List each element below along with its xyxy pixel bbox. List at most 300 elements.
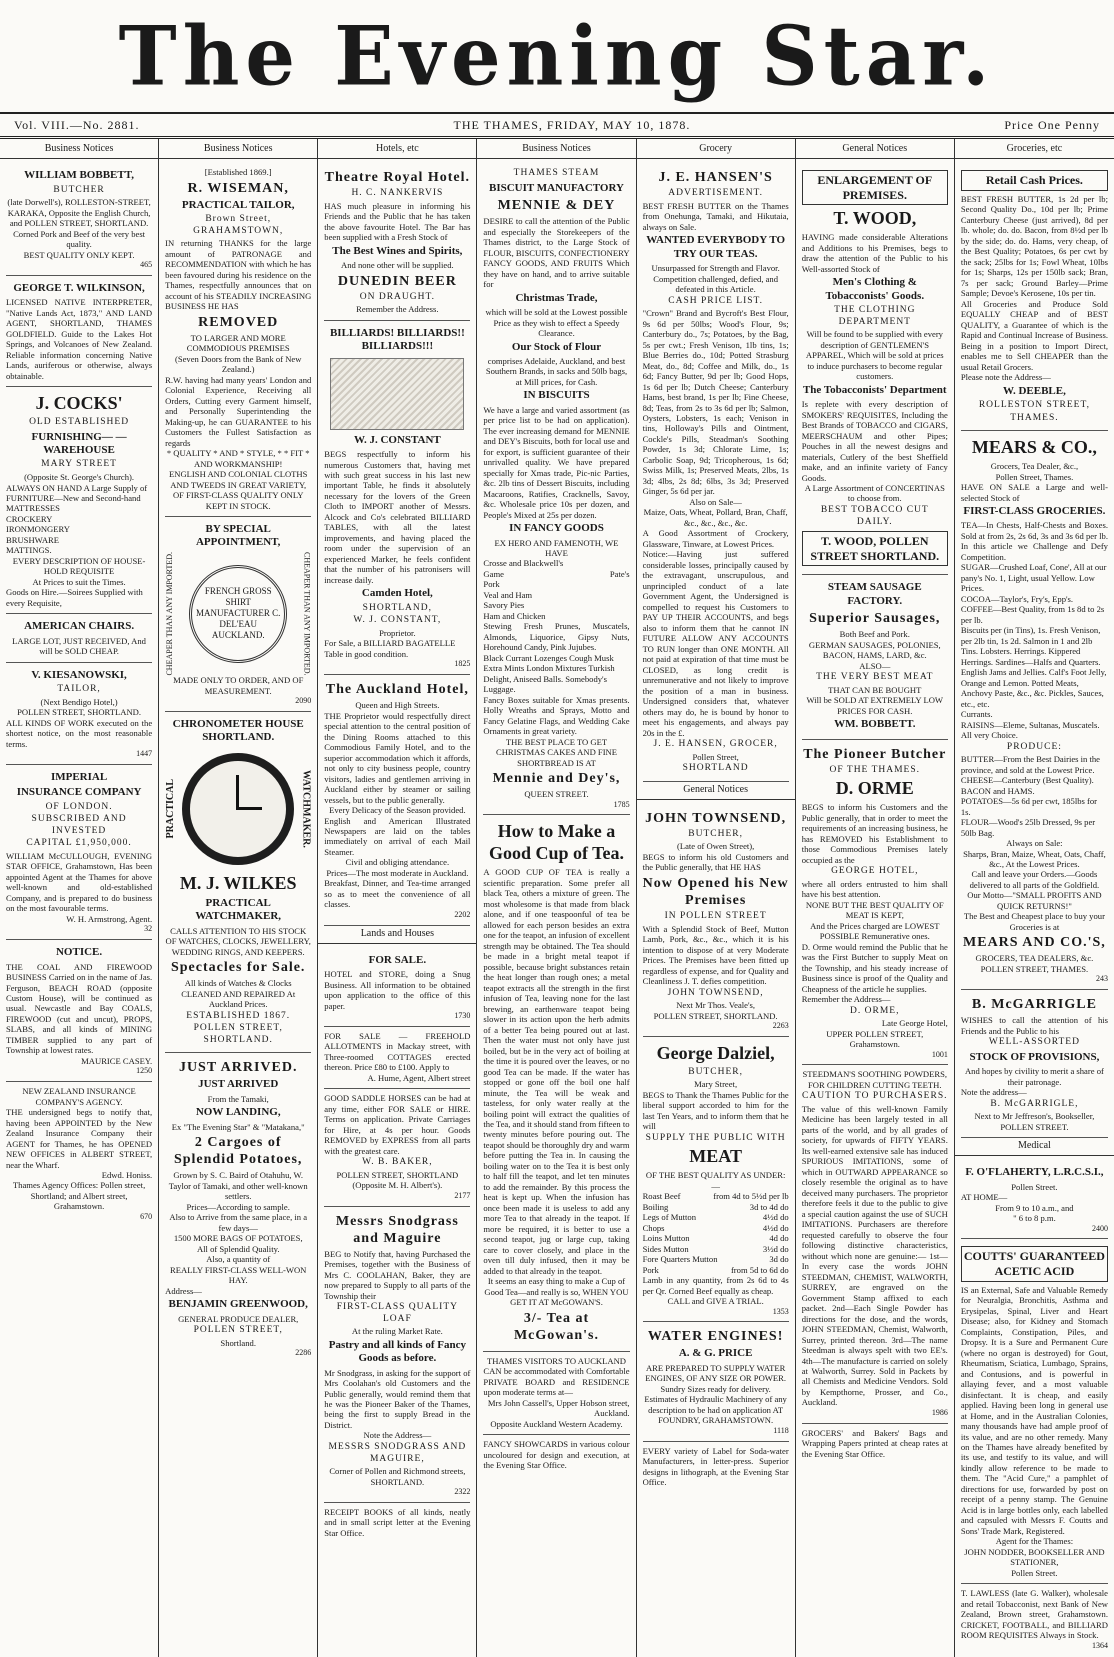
item-label: Veal and Ham xyxy=(483,589,533,600)
ad-sub: OLD ESTABLISHED xyxy=(29,417,130,428)
ad-line: 1500 MORE BAGS OF POTATOES, xyxy=(173,1233,303,1244)
ad-line: Prices—The most moderate in Auckland. xyxy=(326,867,469,878)
ad-showcards xyxy=(483,1435,629,1475)
ad-deleau xyxy=(165,517,311,712)
ad-crockery: A Good Assortment of Crockery, Glassware, Tinware, at Lowest Prices. xyxy=(642,528,789,549)
ad-address: POLLEN STREET, SHORTLAND. xyxy=(17,707,142,718)
ad-theatre-royal xyxy=(324,163,470,321)
ad-call: CALL and GIVE A TRIAL. xyxy=(667,1296,764,1307)
ad-next: Next Mr Thos. Veale's, xyxy=(676,1000,756,1011)
ad-coutts xyxy=(961,1239,1108,1584)
list-item: BRUSHWARE xyxy=(6,534,60,545)
ad-number: 1364 xyxy=(1091,1640,1108,1650)
ad-prices: "Crown" Brand and Bycroft's Best Flour, 9s 6d per 50lbs; Wood's Flour, 9s; Canterbury do., 7s; Potatoes, by the Bag, 5s per cwt.; Fresh Venison, 1lb tins, 1s; Blue Berries do., 10d; Potted Strasburg Meat, do., 8d; Coffee and Milk, do., 1s 6d; Fancy Butter, 9d per lb; Good Hops, 1s 6d per lb; Dutch Cheese; Canterbury Hams, best brand, 1s per lb; Fine Cheese, 8d; Teas, from 2s to 3s 6d per lb; Salmon, Oysters, Lobsters, 1s each; Venison in tins, Holloway's Pills and Ointment, Cockle's Pills, Steadman's Soothing Powder, 1s 3d; Chlorate Lime, 1s; Carbolic Soap, 9d; Tricopherous, 1s 6d; Swiss Milk, 1s; Preserved Meats, 2lbs, 1s 3d; 4lbs, 2s 8d; 6lbs, 3s 3d; Preserved Ginger, 5s 6d per jar. xyxy=(642,308,789,497)
ad-removed: REMOVED xyxy=(198,314,279,330)
ad-meat: THE VERY BEST MEAT xyxy=(816,672,934,683)
ad-body: THE COAL AND FIREWOOD BUSINESS Carried on in the name of Jas. Ferguson, BEACH ROAD (opposite Custom House), will be continued as usual. Newcastle and Bay COALS, FIREWOOD (cut and uncut), PROPS, SLABS, and all kinds of MINING TIMBER supplied to any part of Township at lowest rates. xyxy=(6,961,153,1056)
item-label: Roast Beef xyxy=(642,1191,681,1202)
clock-icon xyxy=(182,753,294,865)
ad-signature: MAURICE CASEY. xyxy=(81,1055,153,1066)
ad-number: 670 xyxy=(140,1211,153,1221)
item-label: Sides Mutton xyxy=(642,1243,689,1254)
column-7 xyxy=(955,139,1114,1657)
ad-flour-body: comprises Adelaide, Auckland, and best Southern Brands, in sacks and 50lb bags, at Mill prices, for Cash. xyxy=(485,355,628,387)
ad-body: THE Proprietor would respectfully direct special attention to the central position of the Dining Rooms attached to this Commodious Family Hotel, and to the superior accommodation which it affords, not only to city business people, country visitors, ladies and gentlemen arriving in Auckland either by steamer or sailing vessels, but to the public generally. xyxy=(324,710,471,805)
ad-cheese: CHEESE—Canterbury (Best Quality). BACON and HAMS. xyxy=(960,775,1094,796)
ad-townsend xyxy=(643,804,789,1037)
list-item xyxy=(643,1233,789,1243)
item-label: Legs of Mutton xyxy=(642,1212,697,1223)
ad-cocoa: COCOA—Taylor's, Fry's, Epp's. xyxy=(960,593,1074,604)
ad-auckland-hotel xyxy=(324,675,470,926)
ad-body: BEG to Notify that, having Purchased the Premises, together with the Business of Mrs C. COOLAHAN, Baker, they are now prepared to Supply to all parts of the Township their xyxy=(324,1248,471,1301)
ad-body: A GOOD CUP OF TEA is really a scientific preparation. Some prefer all black Tea, others a mixture of green. The most wholesome is that made from black alone, and if one teaspoonful of tea be allowed for each person besides an extra one for the teapot, an infusion of excellent strength may be obtained. The Tea should be made in a bright metal teapot if possible, because bright substances retain the heat longer than rough ones; a metal teapot extracts all the strength in the first infusion of Tea, leaving none for the last brewing, an earthenware teapot being slower in its action upon the herb admits of a better Tea being poured out at last. Then the water must not only have just boiled, but be in the very act of boiling at the time it is poured over the leaves, or no good Tea can be made. If the water has stopped or gone off the boil one half minute, the Tea will be weak and tasteless, for only water really at the boiling point will extract the qualities of the Tea, and it should stand from fifteen to twenty minutes before pouring out. The teapot should be thoroughly dry and warm before putting the Tea in. In causing the boiling water on to the Tea it is best only to half fill the teapot, and let ten minutes to add the remainder. By this process the heat is kept up. When the infusion has once been made it is useless to add any more Tea to that already in the teapot. If more be required, it is better to use a second teapot, jug or large cup, taking care to cover closely, and place in the oven till duly infused, then it may be added to that already in the teapot. xyxy=(483,867,630,1276)
place-date: THE THAMES, FRIDAY, MAY 10, 1878. xyxy=(453,117,691,132)
ad-number: 2322 xyxy=(454,1487,471,1497)
ad-stock: STOCK OF PROVISIONS, xyxy=(969,1050,1100,1063)
ad-line: SUBSCRIBED AND INVESTED xyxy=(31,814,127,836)
ad-body: DESIRE to call the attention of the Public and especially the Storekeepers of the Thames district, to the Large Stock of FLOUR, BISCUITS, CONFECTIONERY FANCY GOODS, AND FRUITS Which they have on hand, and to arrive suitable for xyxy=(483,216,630,290)
column-3 xyxy=(318,139,477,1657)
column-1 xyxy=(0,139,159,1657)
item-value: 3d do xyxy=(769,1254,789,1265)
ad-name: J. COCKS' xyxy=(35,393,123,414)
ad-first-class: FIRST-CLASS GROCERIES. xyxy=(963,504,1106,517)
ad-number: 1986 xyxy=(931,1407,948,1417)
ad-kiesanowski xyxy=(6,663,152,765)
ad-tins: Biscuits per (in Tins), 1s. Fresh Venison, per 2lb tin, 1s 2d. Salmon in 1 and 2lb Tins. Lobsters. Herrings. Kippered Herrings. Sardines—Halfs and Quarters. English Jams and Jellies. Calf's Foot Jelly, Orange and Lemon. Potted Meats, Anchovy Paste, &c., &c. Pickles, Sauces, etc., etc. xyxy=(960,625,1107,709)
ad-both: Both Beef and Pork. xyxy=(839,629,910,640)
ad-dalziel xyxy=(643,1037,789,1323)
ad-number: 465 xyxy=(140,260,153,270)
ad-name: V. KIESANOWSKI, xyxy=(31,668,127,681)
ad-name: T. WOOD, xyxy=(833,208,917,229)
ad-line: From the Tamaki, xyxy=(207,1093,269,1104)
ad-address: Brown Street, GRAHAMSTOWN, xyxy=(193,214,284,236)
ad-at: Mennie and Dey's, xyxy=(492,771,621,787)
list-item xyxy=(643,1191,789,1201)
ad-mens: Men's Clothing & Tobacconists' Goods. xyxy=(825,276,925,302)
ad-remember: Remember the Address— xyxy=(801,994,891,1005)
ad-mennie-dey xyxy=(483,163,629,815)
ad-body: BEGS to Thank the Thames Public for the liberal support accorded to him for the last Ten Years, and to inform them that he will xyxy=(642,1089,789,1132)
section-header: Lands and Houses xyxy=(318,926,476,944)
ad-street: Pollen Street, Thames. xyxy=(995,471,1074,482)
ad-street: Pollen Street, xyxy=(692,751,739,762)
ad-established: ESTABLISHED 1867. xyxy=(186,1010,291,1021)
ad-german: GERMAN SAUSAGES, POLONIES, BACON, HAMS, LARD, &c. xyxy=(808,639,941,661)
ad-body: FANCY SHOWCARDS in various colour uncoloured for design and execution, at the Evening Star Office. xyxy=(483,1439,630,1471)
ad-meat: MEAT xyxy=(689,1146,742,1167)
ad-name: D. ORME xyxy=(835,778,914,799)
ad-line: NOW LANDING, xyxy=(195,1106,281,1119)
ad-signature-2: GROCERS, TEA DEALERS, &c. xyxy=(975,953,1094,964)
ad-line: JUST ARRIVED xyxy=(198,1078,279,1091)
ad-heading: WATER ENGINES! xyxy=(647,1329,784,1345)
ad-signature: WM. BOBBETT. xyxy=(834,718,916,731)
ad-signature: B. McGARRIGLE, xyxy=(990,1098,1079,1109)
ad-heading: How to Make a Good Cup of Tea. xyxy=(488,821,625,864)
fancy-list xyxy=(483,558,629,621)
ad-prices: And the Prices charged are LOWEST POSSIBLE Remunerative ones. xyxy=(810,920,940,942)
ad-flour: Our Stock of Flour xyxy=(511,340,602,353)
ad-number: 2400 xyxy=(1091,1223,1108,1233)
ad-street: QUEEN STREET. xyxy=(524,789,589,800)
ad-address: MARY STREET xyxy=(41,459,117,470)
ad-agent: Agent for the Thames: xyxy=(995,1536,1074,1547)
ad-visitors xyxy=(483,1352,629,1435)
ad-snodgrass xyxy=(324,1207,470,1503)
ad-doors: (Seven Doors from the Bank of New Zealand.) xyxy=(174,353,302,375)
ad-where: where all orders entrusted to him shall have his best attention. xyxy=(801,878,948,900)
ad-name: BENJAMIN GREENWOOD, xyxy=(168,1298,308,1311)
ad-line: INSURANCE COMPANY xyxy=(16,786,142,799)
ad-body: The value of this well-known Family Medicine has been largely tested in all parts of the world, and by all grades of society, for upwards of FIFTY YEARS. Its well-earned extensive sale has induced SPURIOUS IMITATIONS, some of which in OUTWARD APPEARANCE so closely resemble the original as to have deceived many purchasers. The proprietor therefore feels it due to the public to give a special caution against the use of SUCH IMITATIONS. Purchasers are therefore requested carefully to observe the four following distinctive characteristics, without which none are genuine:— 1st—In every case the words JOHN STEEDMAN, CHEMIST, WALWORTH, SURREY, are engraved on the Government Stamp affixed to each packet. 2nd—Each Single Powder has directions for the dose, and the words, JOHN STEEDMAN, Chemist, Walworth, Surrey, printed thereon. 3rd—The name Steedman is always spelt with two EE's. 4th—The manufacture is carried on solely at Walworth, Surrey. Sold in Packets by all Chemists and Medicine Vendors. Sold by Kempthorne, Prosser, and Co., Auckland. xyxy=(801,1103,948,1408)
ad-tobacco-body: Is replete with every description of SMOKERS' REQUISITES, Including the Best Brands of TOBACCO and CIGARS, MEERSCHAUM and other Pipes; Pouches in all the newest designs and materials, Cutlery of the best Sheffield make, and an infinite variety of Fancy Goods. xyxy=(801,399,948,483)
ad-body: BEGS respectfully to inform his numerous Customers that, having met with such great success in his last new important Table, he finds it absolutely necessary for the lovers of the Green Cloth to IMPORT another of Messrs. Alcock and Co's celebrated BILLIARD TABLES, with all the latest improvements, and having placed the room under the supervision of an experienced Marker, he feels confident that the number of his patronisers will increase daily. xyxy=(324,449,471,585)
ad-next: Next to Mr Jeffreson's, Bookseller, xyxy=(974,1111,1095,1122)
ad-signature: JOHN TOWNSEND, xyxy=(667,987,764,998)
section-header: Grocery xyxy=(637,141,795,159)
ad-note: Note the Address— xyxy=(363,1430,432,1441)
ad-number: 1447 xyxy=(136,749,153,759)
list-item xyxy=(483,569,629,579)
ad-receipt-books xyxy=(324,1503,470,1543)
ad-remember: Remember the Address. xyxy=(356,304,439,315)
ad-heading: ENLARGEMENT OF PREMISES. xyxy=(802,170,948,205)
ad-sausage-factory xyxy=(802,575,948,739)
side-text-right: WATCHMAKER. xyxy=(300,769,312,848)
ad-price: 3/- Tea at McGowan's. xyxy=(513,1310,600,1343)
list-item xyxy=(643,1223,789,1233)
ad-signature: W. H. Armstrong, Agent. xyxy=(66,913,153,924)
ad-line: Breakfast, Dinner, and Tea-time arranged so as to meet the convenience of all classes. xyxy=(324,878,471,910)
ad-heading: The Pioneer Butcher xyxy=(803,746,947,762)
ad-name: M. J. WILKES xyxy=(179,872,297,893)
ad-body: BEGS to inform his old Customers and the Public generally, that HE HAS xyxy=(642,851,789,873)
ad-always: Always on Sale: xyxy=(1006,838,1063,849)
ad-street: Mary Street, xyxy=(694,1079,738,1090)
ad-coal-notice xyxy=(6,940,152,1082)
list-item xyxy=(483,558,629,568)
meat-price-list xyxy=(643,1191,789,1275)
ad-also: Also on Sale— xyxy=(689,496,742,507)
ad-raisins: RAISINS—Eleme, Sultanas, Muscatels. All very Choice. xyxy=(960,719,1100,741)
ad-chairs xyxy=(6,614,152,662)
ad-signature: Edwd. Honiss. xyxy=(101,1170,153,1180)
ad-bags xyxy=(802,1424,948,1464)
ad-number: 2286 xyxy=(295,1348,312,1358)
ad-lozenges: Black Currant Lozenges Cough Musk Extra Mints London Mixtures Turkish Delight, Aniseed Balls. Somebody's Luggage. xyxy=(483,652,615,695)
item-label: Pork xyxy=(483,579,500,590)
ad-to: TO LARGER AND MORE COMMODIOUS PREMISES xyxy=(186,332,290,354)
ad-line: Grown by S. C. Baird of Otahuhu, W. Taylor of Tamaki, and other well-known settlers. xyxy=(168,1170,308,1202)
ad-top: THAMES STEAM xyxy=(513,168,600,179)
ad-flour: FLOUR—Wood's 25lb Dressed, 9s per 50lb Bag. xyxy=(960,817,1096,838)
ad-body: HAVE ON SALE a Large and well-selected Stock of xyxy=(960,482,1108,503)
ad-mcgarrigle xyxy=(961,990,1108,1138)
ad-currants: Currants. xyxy=(960,709,993,720)
ad-labels xyxy=(643,1442,789,1493)
ad-heading: STEEDMAN'S SOOTHING POWDERS, FOR CHILDREN CUTTING TEETH. xyxy=(802,1069,948,1090)
ad-t-wood xyxy=(802,163,948,575)
ad-superior: Superior Sausages, xyxy=(809,611,941,627)
ad-body: HAVING made considerable Alterations and Additions to his Premises, begs to draw the attention of the Public to his Well-assorted Stock of xyxy=(801,232,948,274)
ad-clothing: THE CLOTHING DEPARTMENT xyxy=(834,305,916,327)
ad-orme xyxy=(802,740,948,1066)
ad-footer: Thames Agency Offices: Pollen street, Shortland; and Albert street, Grahamstown. xyxy=(12,1180,146,1212)
ad-heading: NOTICE. xyxy=(55,946,103,959)
ad-heading: THAMES VISITORS TO AUCKLAND xyxy=(486,1355,626,1366)
masthead xyxy=(0,0,1114,114)
list-item xyxy=(483,579,629,589)
ad-wilkes xyxy=(165,712,311,1053)
ad-line: IMPERIAL xyxy=(50,770,108,783)
ad-number: 1730 xyxy=(454,1011,471,1021)
ad-freehold xyxy=(324,1027,470,1089)
ad-number: 2177 xyxy=(454,1190,471,1200)
ad-biscuits: IN BISCUITS xyxy=(523,389,590,402)
ad-heading: NEW ZEALAND INSURANCE COMPANY'S AGENCY. xyxy=(22,1086,136,1107)
newspaper-title: The Evening Star. xyxy=(118,8,996,104)
ad-town: SHORTLAND, xyxy=(362,602,433,613)
ad-notice: Notice:—Having just suffered considerable losses, principally caused by the extravagant, unscrupulous, and unprincipled conduct of a late Government Agent, the Undersigned is compelled to request his Customers to PAY UP THEIR ACCOUNTS, and begs also to inform them that he cannot IN FUTURE ALLOW ANY ACCOUNTS TO RUN longer than ONE MONTH. All not paid at expiration of that time must be CLOSED, as long credit is unremunerative and not likely to improve the position of a man in business. Undersigned considers that, whatever others may do, he is bound by honor to meet his engagements, and always pay 20s in the £. xyxy=(642,549,789,738)
ad-name: George Dalziel, xyxy=(656,1042,775,1063)
item-list xyxy=(6,503,152,555)
ad-next: (Next Bendigo Hotel,) xyxy=(40,696,118,707)
columns xyxy=(0,139,1114,1650)
ad-body: THE undersigned begs to notify that, having been APPOINTED by the New Zealand Insurance Company their AGENT for Thames, he has OPENED NEW OFFICES in ALBERT STREET, near the Wharf. xyxy=(6,1107,153,1170)
ad-sale: For Sale, a BILLIARD BAGATELLE Table in good condition. xyxy=(324,638,456,659)
ad-loaf: FIRST-CLASS QUALITY LOAF xyxy=(336,1302,459,1324)
ad-body: LICENSED NATIVE INTERPRETER, "Native Lands Act, 1873," AND LAND AGENT, SHORTLAND, THAMES GOLDFIELD. Guide to the Lakes Hot Springs, and Volcanoes of New Zealand. Reliable information concerning Native Lands, auriferous or otherwise, always obtainable. xyxy=(6,297,153,381)
ad-signature: Mrs John Cassell's, Upper Hobson street, Auckland. xyxy=(487,1397,630,1419)
list-item xyxy=(643,1212,789,1222)
ad-fancy-body: EX HERO AND FAMENOTH, WE HAVE xyxy=(494,537,619,558)
ad-line: English and American Illustrated Newspapers are laid on the tables immediately on arrival of each Mail Steamer. xyxy=(324,815,471,857)
ad-trade: BUTCHER, xyxy=(688,828,743,839)
ad-greenwood xyxy=(165,1053,311,1363)
ad-line: CAPITAL £1,950,000. xyxy=(26,838,132,849)
ad-heading: BY SPECIAL APPOINTMENT, xyxy=(195,523,281,549)
ad-caution: CAUTION TO PURCHASERS. xyxy=(802,1091,948,1102)
item-label: Game xyxy=(483,568,504,579)
ad-name: B. McGARRIGLE xyxy=(971,997,1097,1013)
ad-number: 1353 xyxy=(772,1306,789,1316)
ad-hotel: Camden Hotel, xyxy=(361,587,433,600)
ad-more: D. Orme would remind the Public that he was the First Butcher to supply Meat on the Township, and his steady increase of Business since is proof of the Quality and Cheapness of the article he supplies. xyxy=(801,941,948,994)
ad-heading: BISCUIT MANUFACTORY xyxy=(488,181,624,194)
section-header: Medical xyxy=(955,1138,1114,1156)
ad-best: The Best Wines and Spirits, xyxy=(332,244,463,257)
ad-body: FOR SALE — FREEHOLD ALLOTMENTS in Mackay street, with Three-roomed COTTAGES erected thereon. Price £80 to £100. Apply to xyxy=(324,1030,471,1073)
ad-tag: BEST QUALITY ONLY KEPT. xyxy=(23,249,135,260)
ad-late: (Late of Owen Street), xyxy=(676,841,755,852)
item-label: Pork xyxy=(642,1264,659,1275)
ad-name: J. E. HANSEN'S xyxy=(658,170,773,186)
ad-motto: Our Motto—"SMALL PROFITS AND QUICK RETURNS!" xyxy=(967,890,1102,911)
ad-wilkinson xyxy=(6,276,152,387)
ad-town: Grahamstown. xyxy=(849,1039,900,1050)
ad-name: W. J. CONSTANT xyxy=(353,433,441,446)
ad-deeble xyxy=(961,163,1108,431)
item-value: 4½d do xyxy=(762,1212,789,1223)
ad-address: POLLEN STREET, SHORTLAND. xyxy=(653,1010,778,1021)
ad-sub: ADVERTISEMENT. xyxy=(668,188,764,199)
ad-name: R. WISEMAN, xyxy=(187,180,289,196)
ad-number: 1825 xyxy=(454,659,471,669)
ad-trade: PRACTICAL TAILOR, xyxy=(181,198,295,211)
ad-note: Please note the Address— xyxy=(960,372,1051,383)
ad-body: IN returning THANKS for the large amount of PATRONAGE and RECOMMENDATION with which he has been favoured during his residence on the Thames, respectfully announces that on account of his STEADILY INCREASING BUSINESS HE HAS xyxy=(165,238,312,312)
ad-body: BEST FRESH BUTTER, 1s 2d per lb; Second Quality Do., 10d per lb; Prime Canterbury Cheese (just arrived), 8d per lb. whole; do. do. Bacon, from 8½d per lb by the side; do. do. Hams, very cheap, of the Best Quality; Potatoes, 6s per cwt by the sack; 25lbs for 1s; Fowl Wheat, 10lbs for 1s; Sharps, 12s per 150lb sack; Bran, 7s per sack; Ground Barley—Prime Sample; Devoe's Kerosene, 10s per tin. xyxy=(960,193,1108,299)
ad-body: CALLS ATTENTION TO HIS STOCK OF WATCHES, CLOCKS, JEWELLERY, WEDDING RINGS, AND KEEPERS. xyxy=(165,925,311,957)
ad-repair: All kinds of Watches & Clocks CLEANED AND REPAIRED At Auckland Prices. xyxy=(181,978,296,1010)
ad-town: SHORTLAND xyxy=(682,763,749,774)
ad-more: Mr Snodgrass, in asking for the support of Mrs Coolahan's old Customers and the Public generally, would remind them that he was the Pioneer Baker of the Thames, being the first to supply Bread in the District. xyxy=(324,1367,471,1430)
ad-number: 2263 xyxy=(772,1021,789,1031)
ad-established: [Established 1869.] xyxy=(204,167,272,178)
ad-body: WILLIAM McCULLOUGH, EVENING STAR OFFICE, Grahamstown, Has been appointed Agent at the Thames for above well-known and old-established Company, and is prepared to do business on the most favourable terms. xyxy=(6,850,153,914)
ad-body: BEST FRESH BUTTER on the Thames from Onehunga, Tamaki, and Hikutaia, always on Sale. xyxy=(642,200,789,232)
ad-opposite: (Opposite M. H. Albert's). xyxy=(352,1180,443,1191)
ad-also: ALSO— xyxy=(859,660,891,671)
ad-beer: DUNEDIN BEER xyxy=(337,273,457,289)
ad-prop: Proprietor. xyxy=(379,627,416,638)
ad-all: All Groceries and Produce Sold EQUALLY CHEAP and of BEST QUALITY, a Guarantee of which is the Rapid and Continual Increase of Business. Being in a position to Import Direct, enables me to Sell CHEAPER than the usual Retail Grocers. xyxy=(960,298,1108,372)
ad-cocks xyxy=(6,387,152,614)
ad-signature: J. E. HANSEN, GROCER, xyxy=(653,739,778,749)
ad-body: GOOD SADDLE HORSES can be had at any time, either FOR SALE or HIRE. Terms on application. Private Carriages for Hire, at 4s per hour. Goods REMOVED by EXPRESS from all parts with the greatest care. xyxy=(324,1093,471,1156)
list-item: CROCKERY xyxy=(6,513,53,524)
ad-heading: CHRONOMETER HOUSE SHORTLAND. xyxy=(172,718,304,744)
ad-footer: MADE ONLY TO ORDER, AND OF MEASUREMENT. xyxy=(173,675,304,696)
ad-town: Shortland. xyxy=(220,1337,256,1348)
ad-opposite: (Opposite St. George's Church). xyxy=(24,472,135,483)
ad-biscuits-body: We have a large and varied assortment (as per price list to be had on application). The ever increasing demand for MENNIE and DEY's Biscuits, both for local use and for export, is sufficient guarantee of their unrivalled quality. We have prepared specially for Xmas trade, Pic-nic Parties, &c. 2lb tins of Dessert Biscuits, including Macaroons, Ratifies, Cracknells, Savoy, &c. Wholesale price 10s per dozen, and People's Mixed at 25s per dozen. xyxy=(483,404,630,520)
ad-sizes: Sundry Sizes ready for delivery. xyxy=(660,1383,771,1394)
ad-unsurpassed: Unsurpassed for Strength and Flavor. Competition challenged, defied, and defeated in this Article. xyxy=(651,263,780,295)
ad-body: CAN be accommodated with Comfortable PRIVATE BOARD and RESIDENCE upon moderate terms at— xyxy=(483,1366,630,1398)
ad-late: Late George Hotel, xyxy=(881,1018,948,1029)
item-label: Fore Quarters Mutton xyxy=(642,1254,718,1265)
section-header: General Notices xyxy=(796,141,954,159)
ad-sold: which will be sold at the Lowest possible Price as they wish to effect a Speedy Clearance. xyxy=(485,307,628,339)
ad-of: OF THE THAMES. xyxy=(829,764,920,775)
ad-line: Also, a quantity of xyxy=(206,1254,271,1265)
ad-body: ARE PREPARED TO SUPPLY WATER ENGINES, OF ANY SIZE OR POWER. xyxy=(645,1362,787,1384)
ad-sharps: Sharps, Bran, Maize, Wheat, Oats, Chaff, &c., At the Lowest Prices. xyxy=(963,848,1106,869)
ad-cloth: ENGLISH AND COLONIAL CLOTHS AND TWEEDS IN GREAT VARIETY, OF FIRST-CLASS QUALITY ONLY KEPT IN STOCK. xyxy=(169,469,308,511)
ad-town: THAMES. xyxy=(1010,412,1059,423)
list-item: IRONMONGERY xyxy=(6,524,70,535)
ad-signature: MEARS AND CO.'S, xyxy=(963,935,1106,951)
ad-corner: Corner of Pollen and Richmond streets, SHORTLAND. xyxy=(329,1466,466,1487)
ad-owner: H. C. NANKERVIS xyxy=(351,188,444,199)
ad-line: Also to Arrive from the same place, in a few days— xyxy=(169,1212,308,1233)
ad-number: 243 xyxy=(1095,974,1108,984)
ad-body: BEGS to inform his Customers and the Public generally, that in order to meet the requirements of an increasing business, he has REMOVED his Establishment to those Commodious Premises lately occupied as the xyxy=(801,802,948,865)
ad-in: IN POLLEN STREET xyxy=(664,911,767,922)
ad-signature: JOHN NODDER, BOOKSELLER AND STATIONER, xyxy=(964,1546,1105,1568)
ad-more: Stewing Fresh Prunes, Muscatels, Almonds, Liquorice, Gipsy Nuts, Horehound Candy, Pink Jujubes. xyxy=(483,621,630,653)
list-item xyxy=(483,611,629,621)
ad-trade: BUTCHER, xyxy=(688,1066,743,1077)
price: Price One Penny xyxy=(1004,117,1100,132)
shirt-maker-seal: FRENCH GROSS SHIRT MANUFACTURER C. DEL'EAU AUCKLAND. xyxy=(189,565,287,663)
ad-street: UPPER POLLEN STREET, xyxy=(826,1028,924,1039)
ad-number: 1250 xyxy=(136,1066,153,1076)
item-label: Loins Mutton xyxy=(642,1233,690,1244)
ad-body: HOTEL and STORE, doing a Snug Business. All information to be obtained upon application to the office of this paper. xyxy=(324,969,471,1011)
ad-body: EVERY variety of Label for Soda-water Manufacturers, in letter-press. Superior designs in lithograph, at the Evening Star Office. xyxy=(642,1445,789,1487)
list-item xyxy=(643,1265,789,1275)
ad-street: Pollen Street. xyxy=(1011,1181,1058,1192)
side-text-left: CHEAPER THAN ANY IMPORTED. xyxy=(165,551,175,676)
ad-coffee: COFFEE—Best Quality, from 1s 8d to 2s per lb. xyxy=(960,604,1105,625)
ad-heading: FOR SALE. xyxy=(368,953,427,966)
item-value: Pate's xyxy=(609,568,630,579)
ad-body: ALL KINDS OF WORK executed on the shortest notice, on the most reasonable terms. xyxy=(6,717,153,749)
billiard-table-illustration xyxy=(330,358,464,430)
ad-of: OF THE BEST QUALITY AS UNDER:— xyxy=(645,1170,786,1191)
ad-heading: COUTTS' GUARANTEED ACETIC ACID xyxy=(961,1246,1108,1281)
ad-hours-2: " 6 to 8 p.m. xyxy=(1013,1213,1056,1224)
ad-home: AT HOME— xyxy=(960,1192,1008,1203)
ad-wiseman xyxy=(165,163,311,517)
ad-body: WISHES to call the attention of his Friends and the Public to his xyxy=(960,1015,1108,1036)
item-value: 4d do xyxy=(769,1233,789,1244)
ad-name: W. B. BAKER, xyxy=(362,1157,433,1168)
ad-line: All of Splendid Quality. xyxy=(196,1243,280,1254)
ad-number: 1118 xyxy=(773,1425,789,1435)
item-label: Ham and Chicken xyxy=(483,610,546,621)
item-label: Boiling xyxy=(642,1201,669,1212)
ad-name: GEORGE T. WILKINSON, xyxy=(13,281,145,294)
list-item: MATTRESSES xyxy=(6,503,60,514)
ad-supply: SUPPLY THE PUBLIC WITH xyxy=(645,1132,786,1143)
ad-heading: Retail Cash Prices. xyxy=(961,170,1108,191)
list-item: MATTINGS. xyxy=(6,545,52,556)
ad-heading: Messrs Snodgrass and Maguire xyxy=(335,1213,459,1246)
ad-heading: FURNISHING— —WAREHOUSE xyxy=(31,430,127,457)
ad-line: Ex "The Evening Star" & "Matakana," xyxy=(171,1121,305,1132)
ad-name: WILLIAM BOBBETT, xyxy=(24,169,134,182)
ad-trade: Grocers, Tea Dealer, &c., xyxy=(990,461,1079,472)
item-label: Chops xyxy=(642,1222,665,1233)
ad-price-list: CASH PRICE LIST. xyxy=(668,295,763,306)
ad-body: RECEIPT BOOKS of all kinds, neatly and in small script letter at the Evening Star Office. xyxy=(324,1506,471,1538)
ad-nz-insurance xyxy=(6,1082,152,1227)
item-value: 3½d do xyxy=(762,1243,789,1254)
ad-address: Queen and High Streets. xyxy=(355,700,440,711)
ad-number: 1001 xyxy=(931,1049,948,1059)
ad-signature: A. Hume, Agent, Albert street xyxy=(367,1072,471,1083)
ad-number: 2090 xyxy=(295,696,312,706)
column-4 xyxy=(477,139,636,1657)
ad-sugar: SUGAR—Crushed Loaf, Cone', All at our pany's No. 1, Light, usual Yellow. Low Prices. xyxy=(960,562,1107,594)
ad-heading: AMERICAN CHAIRS. xyxy=(24,620,135,633)
column-5 xyxy=(637,139,796,1657)
list-item xyxy=(483,600,629,610)
ad-best: The Best and Cheapest place to buy your Groceries is at xyxy=(963,911,1105,932)
ad-hours-1: From 9 to 10 a.m., and xyxy=(995,1202,1074,1213)
ad-address: POLLEN STREET, THAMES. xyxy=(980,963,1089,974)
ad-prices: At Prices to suit the Times. xyxy=(32,576,126,587)
ad-water-engines xyxy=(643,1322,789,1441)
section-header: Business Notices xyxy=(477,141,635,159)
ad-body: LARGE LOT, JUST RECEIVED, And will be SOLD CHEAP. xyxy=(12,635,146,657)
